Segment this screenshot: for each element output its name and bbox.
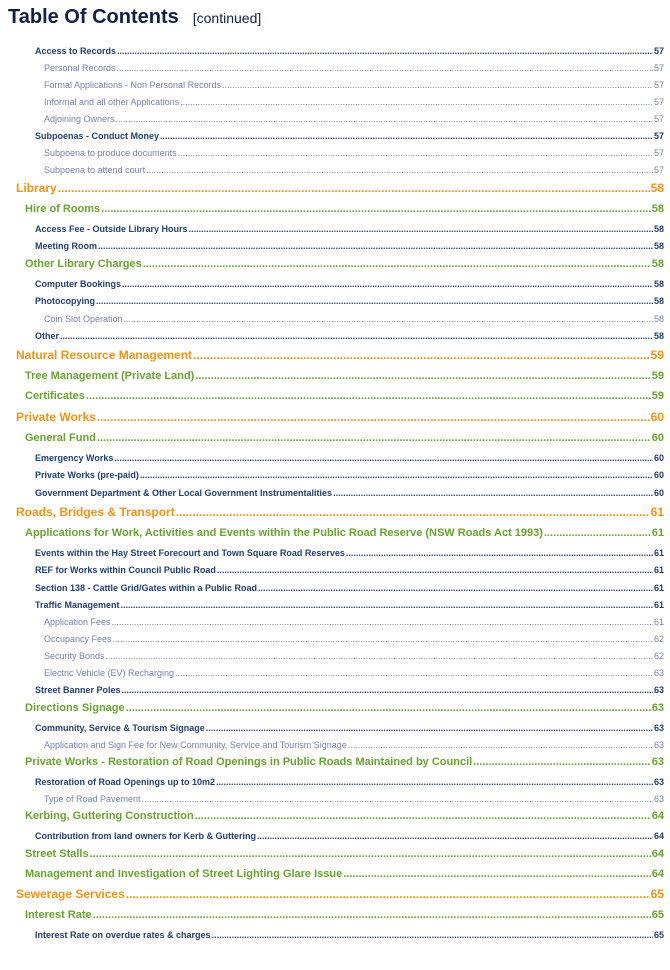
toc-entry[interactable] [35, 131, 664, 141]
toc-entry-label: Directions Signage [25, 702, 125, 714]
toc-entry[interactable] [44, 165, 664, 175]
toc-entry-page: 60 [651, 432, 664, 444]
toc-entry-label: Computer Bookings [35, 279, 122, 289]
toc-entry[interactable] [35, 831, 664, 841]
toc-entry[interactable] [35, 548, 664, 558]
toc-entry-page: 57 [653, 131, 664, 141]
dot-leader [106, 651, 653, 661]
dot-leader [346, 548, 653, 558]
toc-entry[interactable] [35, 453, 664, 463]
toc-entry-label: Community, Service & Tourism Signage [35, 723, 205, 733]
toc-entry[interactable] [16, 410, 664, 424]
dot-leader [343, 868, 651, 880]
toc-entry-label: Street Banner Poles [35, 685, 121, 695]
toc-entry-label: Electric Vehicle (EV) Recharging [44, 668, 175, 678]
toc-entry[interactable] [44, 148, 664, 158]
toc-entry-label: Access to Records [35, 46, 117, 56]
dot-leader [258, 583, 653, 593]
toc-entry-page: 63 [653, 685, 664, 695]
dot-leader [222, 80, 653, 90]
dot-leader [60, 331, 653, 341]
dot-leader [112, 617, 653, 627]
toc-entry[interactable] [35, 241, 664, 251]
toc-entry[interactable] [25, 390, 664, 402]
toc-entry-page: 59 [650, 348, 664, 362]
toc-entry[interactable] [25, 868, 664, 880]
toc-entry[interactable] [44, 314, 664, 324]
toc-entry[interactable] [16, 348, 664, 362]
dot-leader [90, 848, 651, 860]
toc-entry-label: Contribution from land owners for Kerb & Guttering [35, 831, 256, 841]
toc-entry[interactable] [16, 181, 664, 195]
dot-leader [180, 97, 653, 107]
toc-entry[interactable] [25, 370, 664, 382]
toc-entry-page: 60 [650, 410, 664, 424]
dot-leader [193, 348, 650, 362]
dot-leader [113, 634, 653, 644]
toc-entry-label: Formal Applications - Non Personal Records [44, 80, 222, 90]
toc-entry-page: 59 [651, 370, 664, 382]
dot-leader [93, 909, 651, 921]
toc-entry[interactable] [44, 80, 664, 90]
dot-leader [175, 668, 653, 678]
toc-entry-label: Private Works - Restoration of Road Openings in Public Roads Maintained by Council [25, 756, 473, 768]
toc-entry-label: Interest Rate on overdue rates & charges [35, 930, 211, 940]
toc-entry[interactable] [44, 97, 664, 107]
toc-entry-page: 58 [653, 241, 664, 251]
toc-entry-page: 57 [653, 114, 664, 124]
toc-entry[interactable] [44, 651, 664, 661]
toc-entry[interactable] [25, 848, 664, 860]
toc-entry-label: Street Stalls [25, 848, 89, 860]
dot-leader [217, 565, 653, 575]
toc-entry-label: Section 138 - Cattle Grid/Gates within a Public Road [35, 583, 258, 593]
dot-leader [348, 740, 653, 750]
dot-leader [126, 702, 651, 714]
dot-leader [114, 453, 653, 463]
toc-entry-label: Personal Records [44, 63, 116, 73]
toc-entry-page: 57 [653, 80, 664, 90]
toc-entry[interactable] [44, 63, 664, 73]
toc-entry-label: Subpoena to produce documents [44, 148, 177, 158]
toc-entry-label: Other [35, 331, 60, 341]
toc-entry-page: 57 [653, 165, 664, 175]
toc-entry-label: Security Bonds [44, 651, 105, 661]
toc-entry-page: 61 [653, 565, 664, 575]
toc-entry[interactable] [35, 930, 664, 940]
toc-entry-label: Interest Rate [25, 909, 92, 921]
toc-entry-label: Private Works [16, 410, 96, 424]
toc-entry-label: Informal and all other Applications [44, 97, 180, 107]
toc-entry-label: Subpoena to attend court [44, 165, 146, 175]
toc-entry-page: 65 [653, 930, 664, 940]
toc-entry-page: 60 [653, 453, 664, 463]
toc-entry-label: Application Fees [44, 617, 111, 627]
dot-leader [98, 241, 653, 251]
toc-entry[interactable] [35, 685, 664, 695]
toc-entry-page: 62 [653, 634, 664, 644]
toc-entry-page: 65 [651, 909, 664, 921]
dot-leader [212, 930, 653, 940]
toc-entry[interactable] [25, 527, 664, 539]
toc-entry-page: 61 [653, 548, 664, 558]
dot-leader [195, 810, 651, 822]
toc-entry[interactable] [35, 583, 664, 593]
toc-entry-page: 63 [653, 740, 664, 750]
toc-entry-page: 60 [653, 470, 664, 480]
toc-entry-label: Library [16, 181, 57, 195]
dot-leader [124, 314, 653, 324]
toc-entry-page: 63 [653, 668, 664, 678]
toc-entry-label: Occupancy Fees [44, 634, 112, 644]
toc-entry-page: 60 [653, 488, 664, 498]
toc-entry[interactable] [44, 794, 664, 804]
toc-entry-page: 65 [650, 887, 664, 901]
toc-entry-label: Natural Resource Management [16, 348, 193, 362]
dot-leader [178, 148, 653, 158]
toc-entry[interactable] [25, 756, 664, 768]
toc-entry-page: 58 [653, 296, 664, 306]
toc-entry-label: Application and Sign Fee for New Community, Service and Tourism Signage [44, 740, 347, 750]
toc-entry-label: Meeting Room [35, 241, 97, 251]
toc-entry-label: Private Works (pre-paid) [35, 470, 139, 480]
toc-entry-label: Roads, Bridges & Transport [16, 505, 175, 519]
toc-entry-label: Type of Road Pavement [44, 794, 141, 804]
toc-entry[interactable] [35, 296, 664, 306]
toc-entry-label: REF for Works within Council Public Road [35, 565, 216, 575]
toc-entry-page: 57 [653, 46, 664, 56]
toc-entry[interactable] [35, 331, 664, 341]
toc-entry-label: Adjoining Owners [44, 114, 115, 124]
toc-entry-label: Traffic Management [35, 600, 120, 610]
toc-entry-label: Applications for Work, Activities and Events within the Public Road Reserve (NSW Roads Act 1993) [25, 527, 543, 539]
dot-leader [160, 131, 653, 141]
toc-entry[interactable] [25, 203, 664, 215]
toc-entry[interactable] [25, 810, 664, 822]
dot-leader [122, 279, 653, 289]
toc-entry[interactable] [35, 279, 664, 289]
toc-entry-page: 58 [651, 203, 664, 215]
toc-entry-page: 58 [653, 224, 664, 234]
toc-entry-label: Events within the Hay Street Forecourt and Town Square Road Reserves [35, 548, 345, 558]
toc-entry-page: 61 [651, 527, 664, 539]
toc-entry-label: Kerbing, Guttering Construction [25, 810, 194, 822]
toc-entry-page: 61 [653, 583, 664, 593]
toc-entry[interactable] [44, 114, 664, 124]
toc-entry-page: 57 [653, 97, 664, 107]
toc-entry-label: Sewerage Services [16, 887, 125, 901]
toc-entry[interactable] [35, 723, 664, 733]
toc-entry-page: 63 [651, 756, 664, 768]
toc-entry-page: 62 [653, 651, 664, 661]
toc-entry-label: Coin Slot Operation [44, 314, 123, 324]
toc-entry[interactable] [16, 505, 664, 519]
dot-leader [176, 505, 650, 519]
dot-leader [58, 181, 650, 195]
toc-entry-page: 58 [653, 331, 664, 341]
toc-entry-label: Management and Investigation of Street Lighting Glare Issue [25, 868, 343, 880]
toc-entry[interactable] [25, 909, 664, 921]
dot-leader [101, 203, 651, 215]
page-subtitle: [continued] [192, 10, 262, 26]
toc-entry-page: 63 [651, 702, 664, 714]
dot-leader [117, 46, 653, 56]
dot-leader [140, 470, 653, 480]
toc-entry-page: 64 [651, 848, 664, 860]
toc-entry[interactable] [35, 488, 664, 498]
toc-entry-page: 58 [650, 181, 664, 195]
toc-entry-page: 63 [653, 723, 664, 733]
toc-entry[interactable] [25, 702, 664, 714]
toc-entry-label: Access Fee - Outside Library Hours [35, 224, 188, 234]
dot-leader [96, 296, 653, 306]
toc-entry[interactable] [35, 600, 664, 610]
toc-entry-page: 61 [650, 505, 664, 519]
toc-entry[interactable] [44, 617, 664, 627]
toc-entry-page: 61 [653, 600, 664, 610]
dot-leader [189, 224, 653, 234]
toc-entry-page: 64 [651, 810, 664, 822]
toc-entry-page: 58 [653, 314, 664, 324]
dot-leader [117, 63, 653, 73]
dot-leader [544, 527, 651, 539]
dot-leader [142, 794, 653, 804]
dot-leader [333, 488, 653, 498]
toc-entry-label: Subpoenas - Conduct Money [35, 131, 160, 141]
toc-entry[interactable] [44, 634, 664, 644]
toc-entry[interactable] [35, 565, 664, 575]
dot-leader [121, 600, 653, 610]
toc-entry-label: Government Department & Other Local Government Instrumentalities [35, 488, 333, 498]
toc-entry-page: 58 [651, 258, 664, 270]
dot-leader [97, 432, 651, 444]
toc-entry[interactable] [25, 258, 664, 270]
toc-entry[interactable] [35, 224, 664, 234]
dot-leader [216, 777, 653, 787]
dot-leader [257, 831, 653, 841]
toc-entry-page: 61 [653, 617, 664, 627]
dot-leader [97, 410, 650, 424]
dot-leader [473, 756, 651, 768]
page-title: Table Of Contents [8, 6, 179, 28]
toc-entry-label: Other Library Charges [25, 258, 142, 270]
toc-entry[interactable] [44, 740, 664, 750]
toc-entry-page: 57 [653, 63, 664, 73]
toc-entry-label: Photocopying [35, 296, 95, 306]
toc-header [8, 6, 261, 29]
toc-entry-label: Tree Management (Private Land) [25, 370, 195, 382]
dot-leader [146, 165, 653, 175]
dot-leader [122, 685, 653, 695]
toc-entry-label: Emergency Works [35, 453, 114, 463]
dot-leader [206, 723, 653, 733]
dot-leader [86, 390, 651, 402]
toc-entry[interactable] [35, 777, 664, 787]
toc-entry-page: 64 [651, 868, 664, 880]
toc-entry[interactable] [44, 668, 664, 678]
toc-entry[interactable] [25, 432, 664, 444]
toc-entry-page: 63 [653, 777, 664, 787]
toc-entry-label: General Fund [25, 432, 96, 444]
toc-entry-page: 57 [653, 148, 664, 158]
toc-entry-label: Hire of Rooms [25, 203, 101, 215]
toc-entry-page: 58 [653, 279, 664, 289]
dot-leader [195, 370, 650, 382]
toc-entry-label: Restoration of Road Openings up to 10m2 [35, 777, 216, 787]
toc-entry[interactable] [16, 887, 664, 901]
dot-leader [126, 887, 650, 901]
toc-entry-page: 64 [653, 831, 664, 841]
toc-entry-page: 63 [653, 794, 664, 804]
toc-entry-label: Certificates [25, 390, 85, 402]
toc-entry-page: 59 [651, 390, 664, 402]
dot-leader [143, 258, 651, 270]
toc-entry[interactable] [35, 46, 664, 56]
dot-leader [116, 114, 653, 124]
toc-entry[interactable] [35, 470, 664, 480]
